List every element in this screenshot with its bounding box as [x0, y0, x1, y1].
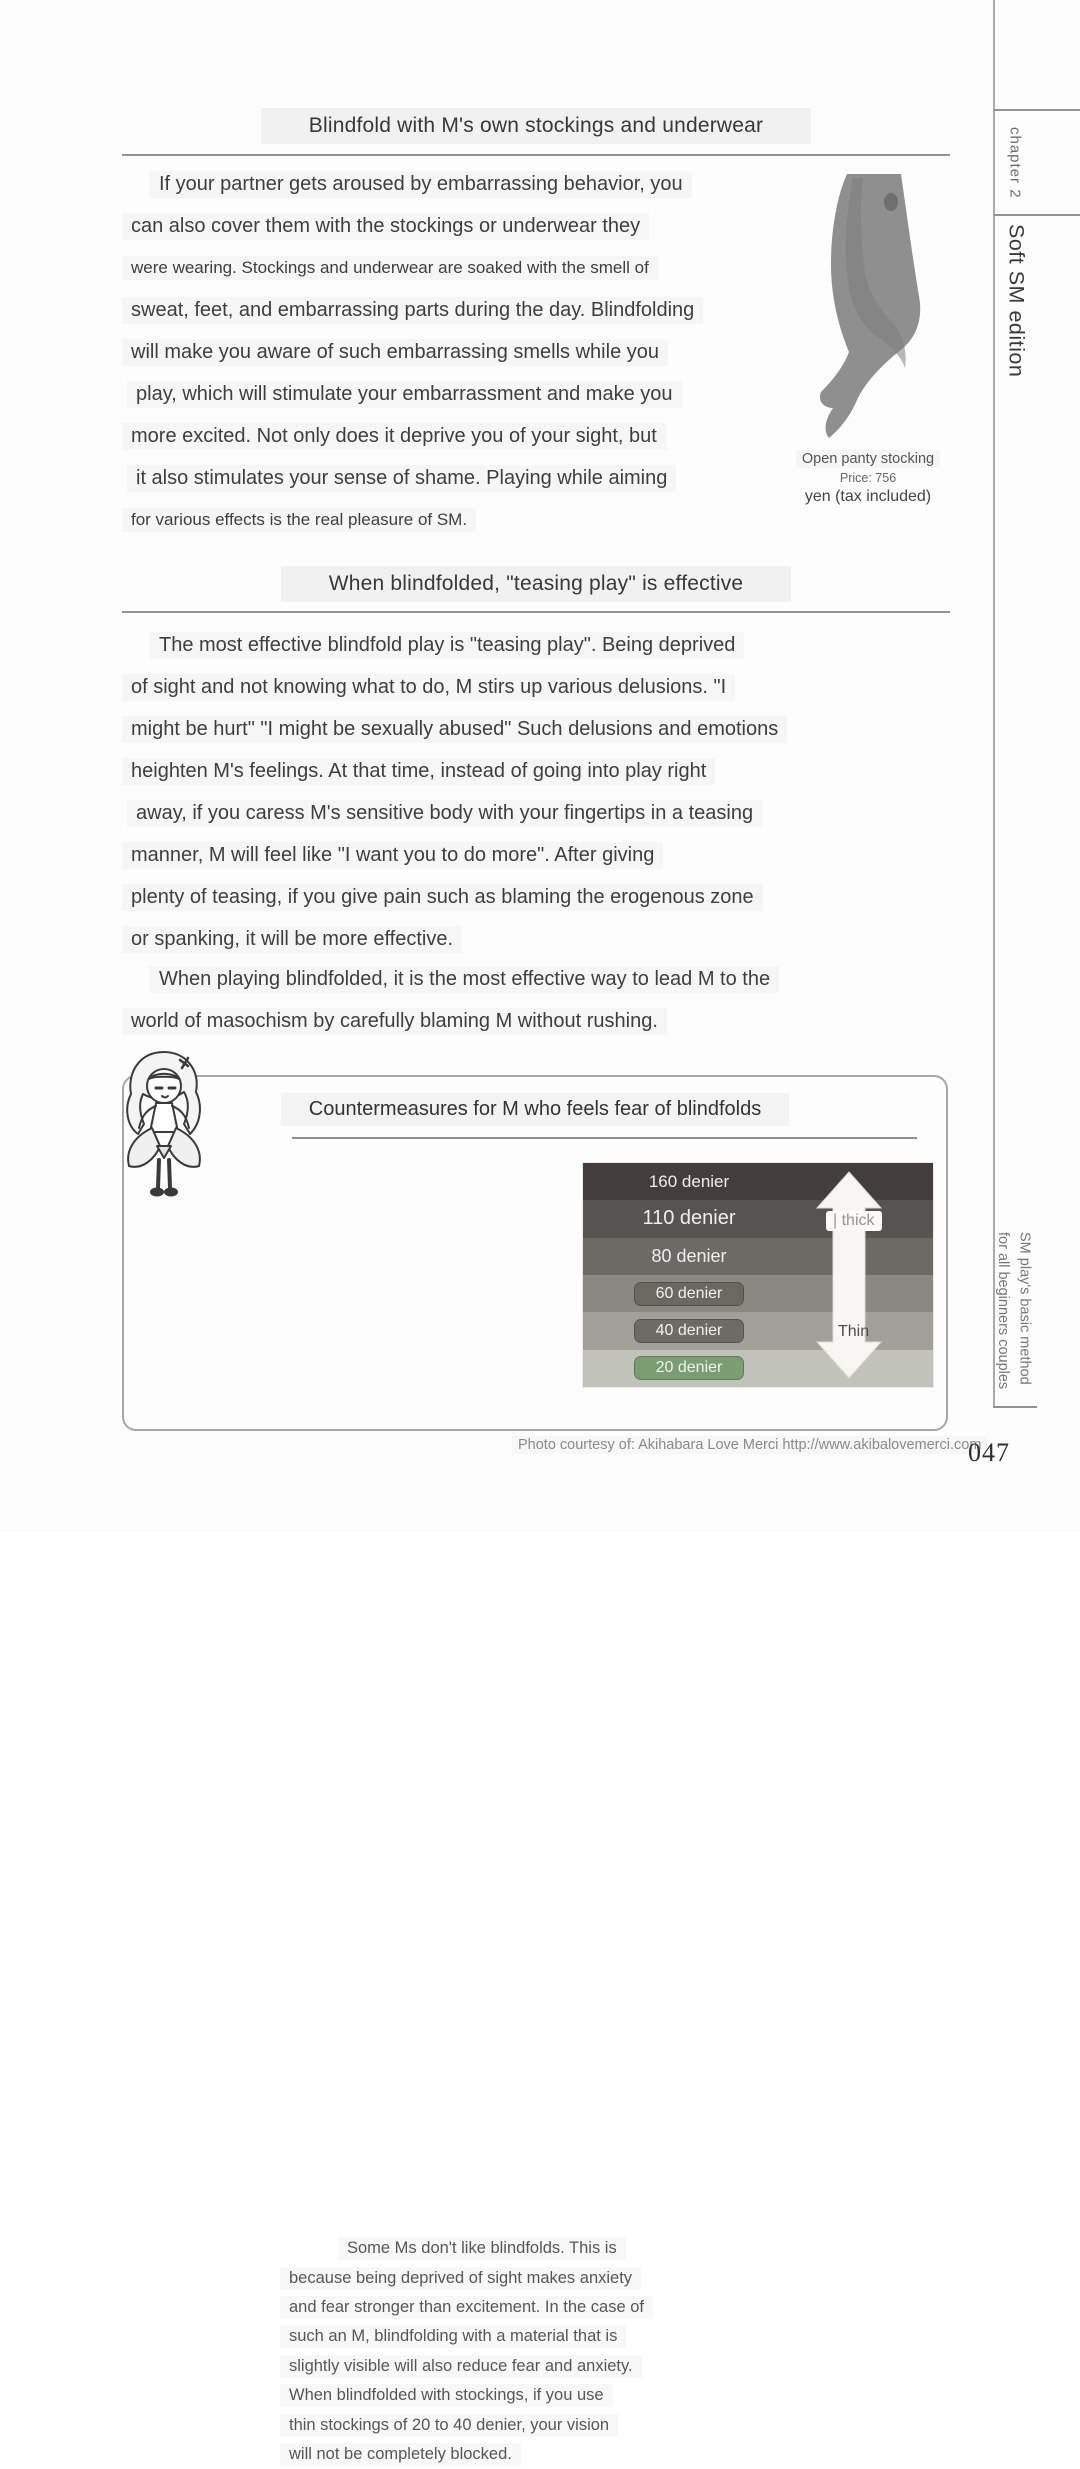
text-line: play, which will stimulate your embarrassment and make you	[122, 373, 802, 415]
text-line: of sight and not knowing what to do, M stirs up various delusions. "I	[122, 666, 962, 708]
sidebar-tab-bottom-rule	[994, 214, 1080, 216]
photo-caption	[772, 450, 964, 506]
tips-box-paragraph	[276, 2234, 653, 2469]
text-line: and fear stronger than excitement. In the case of	[276, 2293, 653, 2322]
text-line: can also cover them with the stockings or underwear they	[122, 205, 802, 247]
text-line: If your partner gets aroused by embarrassing behavior, you	[122, 163, 802, 205]
text-line: manner, M will feel like "I want you to do more". After giving	[122, 834, 962, 876]
denier-band-pill-highlight: 20 denier	[634, 1356, 744, 1380]
text-line: might be hurt" "I might be sexually abused" Such delusions and emotions	[122, 708, 962, 750]
stocking-leg-photo	[795, 168, 945, 453]
text-line: will make you aware of such embarrassing smells while you	[122, 331, 802, 373]
denier-chart	[583, 1163, 933, 1387]
denier-band-pill: 40 denier	[634, 1319, 744, 1343]
photo-credit: Photo courtesy of: Akihabara Love Merci http://www.akibalovemerci.com	[512, 1436, 987, 1454]
text-line: world of masochism by carefully blaming M without rushing.	[122, 1000, 962, 1042]
sidebar-edition-tab: Soft SM edition	[1004, 224, 1029, 378]
text-line: such an M, blindfolding with a material that is	[276, 2322, 653, 2351]
text-line: sweat, feet, and embarrassing parts during the day. Blindfolding	[122, 289, 802, 331]
thickness-arrow	[809, 1172, 889, 1378]
caption-line: Open panty stocking	[796, 450, 940, 468]
sidebar-chapter-tab: chapter 2	[1006, 127, 1024, 199]
text-line: The most effective blindfold play is "teasing play". Being deprived	[122, 624, 962, 666]
tips-box-divider	[292, 1137, 917, 1139]
denier-band-label: 110 denier	[642, 1207, 736, 1230]
text-line: it also stimulates your sense of shame. Playing while aiming	[122, 457, 802, 499]
section2-paragraph-2	[122, 958, 962, 1042]
text-line: When playing blindfolded, it is the most effective way to lead M to the	[122, 958, 962, 1000]
caption-currency: yen (tax included)	[804, 488, 932, 505]
denier-band-label: 160 denier	[648, 1171, 730, 1191]
text-line: heighten M's feelings. At that time, instead of going into play right	[122, 750, 962, 792]
text-line: When blindfolded with stockings, if you use	[276, 2381, 653, 2410]
section1-title: Blindfold with M's own stockings and underwear	[122, 108, 950, 144]
page-number: 047	[968, 1438, 1010, 1467]
text-line: were wearing. Stockings and underwear are soaked with the smell of	[122, 247, 802, 289]
thick-label: | thick	[826, 1211, 882, 1231]
denier-band-pill: 60 denier	[634, 1282, 744, 1306]
chibi-illustration	[112, 1046, 216, 1202]
denier-band-label: 80 denier	[651, 1245, 727, 1266]
text-line: will not be completely blocked.	[276, 2440, 653, 2469]
sidebar-tab-top-rule	[994, 109, 1080, 111]
thin-label: Thin	[838, 1323, 870, 1340]
section2-divider	[122, 611, 950, 613]
caption-price: Price: 756	[839, 471, 897, 485]
text-line: slightly visible will also reduce fear and anxiety.	[276, 2352, 653, 2381]
section1-divider	[122, 154, 950, 156]
section2-paragraph	[122, 624, 962, 960]
section2-title: When blindfolded, "teasing play" is effective	[122, 566, 950, 602]
stocking-leg-illustration	[795, 168, 945, 453]
text-line: Some Ms don't like blindfolds. This is	[276, 2234, 653, 2263]
text-line: because being deprived of sight makes anxiety	[276, 2263, 653, 2292]
text-line: thin stockings of 20 to 40 denier, your vision	[276, 2410, 653, 2439]
text-line: or spanking, it will be more effective.	[122, 918, 962, 960]
sidebar-series-caption: SM play's basic method for all beginners couples	[994, 1232, 1033, 1390]
tips-box-title: Countermeasures for M who feels fear of blindfolds	[124, 1093, 946, 1126]
text-line: plenty of teasing, if you give pain such as blaming the erogenous zone	[122, 876, 962, 918]
text-line: more excited. Not only does it deprive you of your sight, but	[122, 415, 802, 457]
text-line: for various effects is the real pleasure of SM.	[122, 499, 802, 541]
text-line: away, if you caress M's sensitive body with your fingertips in a teasing	[122, 792, 962, 834]
section1-paragraph	[122, 163, 802, 541]
